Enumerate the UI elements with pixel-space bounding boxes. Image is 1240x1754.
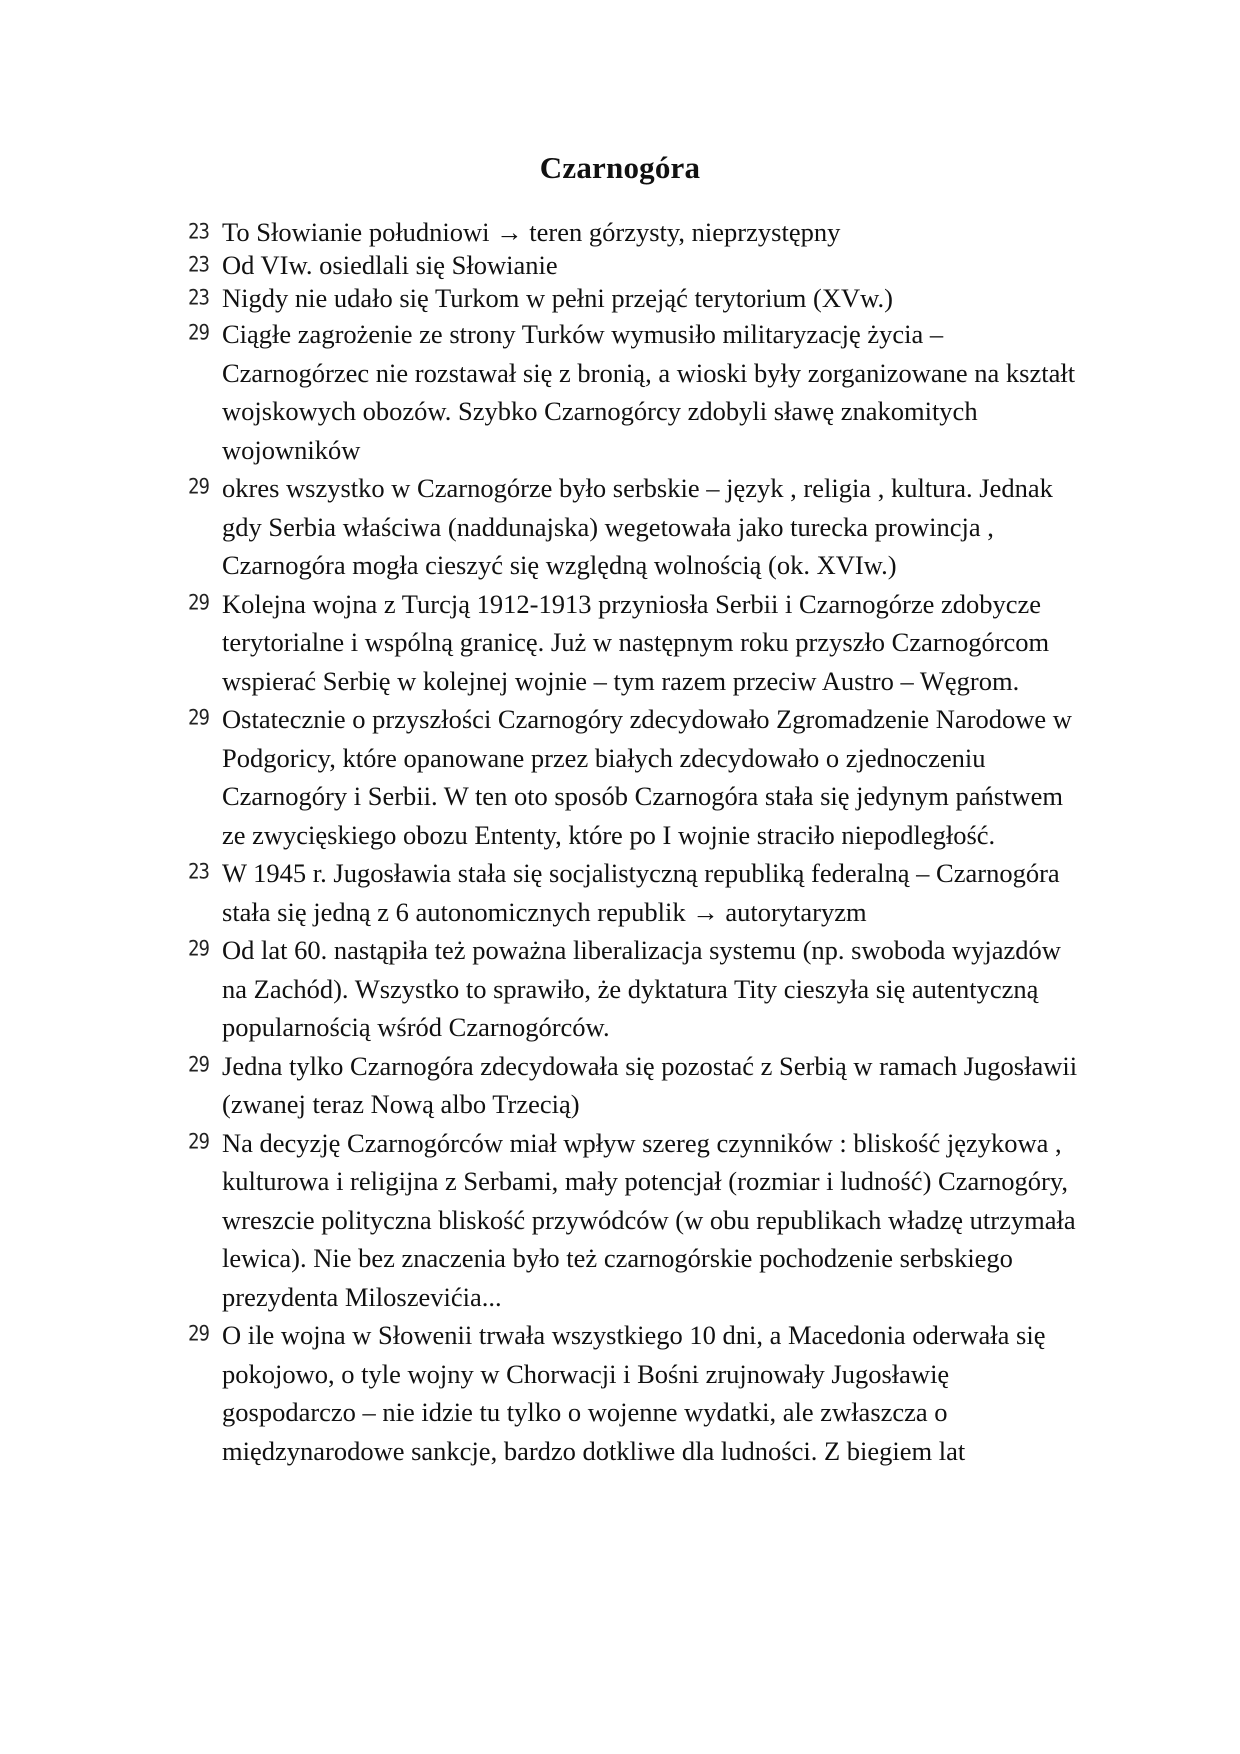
list-item-text: To Słowianie południowi → teren górzysty, nieprzystępny xyxy=(222,217,841,247)
list-item-text: W 1945 r. Jugosławia stała się socjalistyczną republiką federalną – Czarnogóra stała się jedną z 6 autonomicznych republik → autorytaryzm xyxy=(222,858,1060,927)
list-item xyxy=(188,854,1088,931)
list-item xyxy=(188,315,1088,469)
list-item-text: Od lat 60. nastąpiła też poważna liberalizacja systemu (np. swoboda wyjazdów na Zachód). Wszystko to sprawiło, że dyktatura Tity cieszyła się autentyczną popularnością wśród Czarnogórców. xyxy=(222,935,1061,1042)
document-title: Czarnogóra xyxy=(539,150,701,185)
list-item-text: Nigdy nie udało się Turkom w pełni przejąć terytorium (XVw.) xyxy=(222,283,893,313)
bullet-icon: 29 xyxy=(188,705,209,731)
bullet-icon: 29 xyxy=(188,1052,209,1077)
bullet-list xyxy=(188,216,1088,1470)
list-item-text: Na decyzję Czarnogórców miał wpływ szereg czynników : bliskość językowa , kulturowa i religijna z Serbami, mały potencjał (rozmiar i ludność) Czarnogóry, wreszcie polityczna bliskość przywódców (w obu republikach władzę utrzymała lewica). Nie bez znaczenia było też czarnogórskie pochodzenie serbskiego prezydenta Miloszevićia... xyxy=(222,1127,1076,1312)
bullet-icon: 29 xyxy=(188,590,209,615)
list-item-text: okres wszystko w Czarnogórze było serbskie – język , religia , kultura. Jednak gdy Serbia właściwa (naddunajska) wegetowała jako turecka prowincja , Czarnogóra mogła cieszyć się względną wolnością (ok. XVIw.) xyxy=(222,473,1053,580)
list-item-text: Ostatecznie o przyszłości Czarnogóry zdecydowało Zgromadzenie Narodowe w Podgoricy, które opanowane przez białych zdecydowało o zjednoczeniu Czarnogóry i Serbii. W ten oto sposób Czarnogóra stała się jedynym państwem ze zwycięskiego obozu Ententy, które po I wojnie straciło niepodległość. xyxy=(222,704,1072,850)
bullet-icon: 29 xyxy=(188,1321,209,1347)
list-item-text: Ciągłe zagrożenie ze strony Turków wymusiło militaryzację życia – Czarnogórzec nie rozstawał się z bronią, a wioski były zorganizowane na kształt wojskowych obozów. Szybko Czarnogórcy zdobyli sławę znakomitych wojowników xyxy=(222,319,1076,465)
bullet-icon: 23 xyxy=(188,219,209,245)
list-item-text: Od VIw. osiedlali się Słowianie xyxy=(222,250,558,280)
list-item xyxy=(188,1124,1088,1317)
list-item xyxy=(188,700,1088,854)
bullet-icon: 29 xyxy=(188,474,209,500)
list-item xyxy=(188,282,1088,315)
bullet-icon: 29 xyxy=(188,320,209,346)
list-item xyxy=(188,469,1088,585)
list-item xyxy=(188,1047,1088,1124)
list-item-text: O ile wojna w Słowenii trwała wszystkiego 10 dni, a Macedonia oderwała się pokojowo, o tyle wojny w Chorwacji i Bośni zrujnowały Jugosławię gospodarczo – nie idzie tu tylko o wojenne wydatki, ale zwłaszcza o międzynarodowe sankcje, bardzo dotkliwe dla ludności. Z biegiem lat xyxy=(222,1320,1046,1466)
bullet-icon: 29 xyxy=(188,1129,209,1154)
bullet-icon: 23 xyxy=(188,285,209,311)
list-item-text: Jedna tylko Czarnogóra zdecydowała się pozostać z Serbią w ramach Jugosławii (zwanej teraz Nową albo Trzecią) xyxy=(222,1050,1078,1119)
list-item xyxy=(188,931,1088,1047)
list-item xyxy=(188,1316,1088,1470)
list-item xyxy=(188,216,1088,249)
bullet-icon: 23 xyxy=(188,252,209,278)
bullet-icon: 23 xyxy=(188,859,209,885)
list-item xyxy=(188,249,1088,282)
bullet-icon: 29 xyxy=(188,936,209,962)
list-item-text: Kolejna wojna z Turcją 1912-1913 przyniosła Serbii i Czarnogórze zdobycze terytorialne i wspólną granicę. Już w następnym roku przyszło Czarnogórcom wspierać Serbię w kolejnej wojnie – tym razem przeciw Austro – Węgrom. xyxy=(222,588,1050,696)
list-item xyxy=(188,585,1088,701)
